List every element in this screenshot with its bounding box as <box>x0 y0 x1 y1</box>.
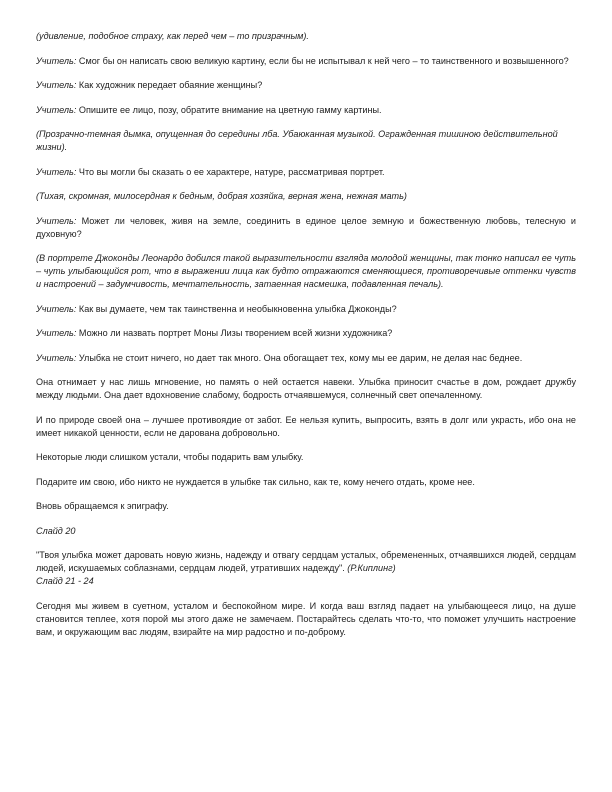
answer-surprise: (удивление, подобное страху, как перед чем – то призрачным). <box>36 31 309 41</box>
teacher-statement-smile <box>36 352 576 365</box>
paragraph-smile-nature: И по природе своей она – лучшее противоядие от забот. Ее нельзя купить, выпросить, взять в долг или украсть, ибо она не имеет никакой ценности, если не дарована добровольно. <box>36 414 576 438</box>
paragraph-smile-memory: Она отнимает у нас лишь мгновение, но память о ней остается навеки. Улыбка приносит счастье в дом, рождает дружбу между людьми. Она дает вдохновение слабому, бодрость отчаявшемуся, солнечный свет опечаленному. <box>36 377 576 400</box>
teacher-label: Учитель: <box>36 166 77 177</box>
answer-portrait-description: (Прозрачно-темная дымка, опущенная до середины лба. Убаюканная музыкой. Огражденная тишиною действительной жизни). <box>36 129 558 152</box>
paragraph-final: Сегодня мы живем в суетном, усталом и беспокойном мире. И когда ваш взгляд падает на улыбающееся лицо, на душе становится теплее, хотя порой мы этого даже не замечаем. Постарайтесь сделать что-то, что поможет улучшить настроение вам, и окружающим вас людям, взирайте на мир радостно и по-доброму. <box>36 600 576 637</box>
paragraph-epigraph: Вновь обращаемся к эпиграфу. <box>36 501 169 511</box>
teacher-question-5 <box>36 215 576 241</box>
slide-label-20: Слайд 20 <box>36 525 76 536</box>
teacher-label: Учитель: <box>36 303 77 314</box>
answer-character: (Тихая, скромная, милосердная к бедным, добрая хозяйка, верная жена, нежная мать) <box>36 191 407 201</box>
teacher-question-7 <box>36 327 576 340</box>
slide-label-21-24: Слайд 21 - 24 <box>36 576 94 586</box>
document-body <box>36 30 576 650</box>
question-text: Может ли человек, живя на земле, соединить в единое целое земную и божественную любовь, телесную и духовную? <box>36 215 576 239</box>
quote-author: (Р.Киплинг) <box>347 563 396 573</box>
quote-text: "Твоя улыбка может даровать новую жизнь, надежду и отвагу сердцам усталых, обремененных, отчаявшихся людей, сердцам людей, искушаемых соблазнами, сердцам людей, утративших надежду". <box>36 550 576 573</box>
teacher-label: Учитель: <box>36 328 77 338</box>
teacher-label: Учитель: <box>36 215 77 226</box>
paragraph-tired-people: Некоторые люди слишком устали, чтобы подарить вам улыбку. <box>36 452 304 462</box>
teacher-label: Учитель: <box>36 104 77 115</box>
teacher-label: Учитель: <box>36 80 77 90</box>
question-text: Смог бы он написать свою великую картину, если бы не испытывал к ней чего – то таинственного и возвышенного? <box>78 55 569 66</box>
paragraph-give-smile: Подарите им свою, ибо никто не нуждается в улыбке так сильно, как те, кому нечего отдать, кроме нее. <box>36 476 475 487</box>
question-text: Опишите ее лицо, позу, обратите внимание на цветную гамму картины. <box>78 104 382 115</box>
answer-gioconda-portrait: (В портрете Джоконды Леонардо добился такой выразительности взгляда молодой женщины, так тонко написал ее чуть – чуть улыбающийся рот, что в выражении лица как будто отражаются сменяющиеся, противоречивые оттенки чувств и настроений – задумчивость, мечтательность, затаенная насмешка, подавленная печаль). <box>36 253 576 289</box>
teacher-question-4 <box>36 166 576 179</box>
question-text: Что вы могли бы сказать о ее характере, натуре, рассматривая портрет. <box>78 166 385 177</box>
question-text: Можно ли назвать портрет Моны Лизы творением всей жизни художника? <box>78 328 393 338</box>
kipling-quote <box>36 549 576 575</box>
teacher-question-1 <box>36 55 576 68</box>
statement-text: Улыбка не стоит ничего, но дает так много. Она обогащает тех, кому мы ее дарим, не делая нас беднее. <box>78 352 523 363</box>
teacher-label: Учитель: <box>36 55 77 66</box>
question-text: Как вы думаете, чем так таинственна и необыкновенна улыбка Джоконды? <box>78 303 397 314</box>
teacher-question-2 <box>36 79 576 92</box>
teacher-question-6 <box>36 303 576 316</box>
teacher-label: Учитель: <box>36 352 77 363</box>
teacher-question-3 <box>36 104 576 117</box>
question-text: Как художник передает обаяние женщины? <box>78 80 263 90</box>
